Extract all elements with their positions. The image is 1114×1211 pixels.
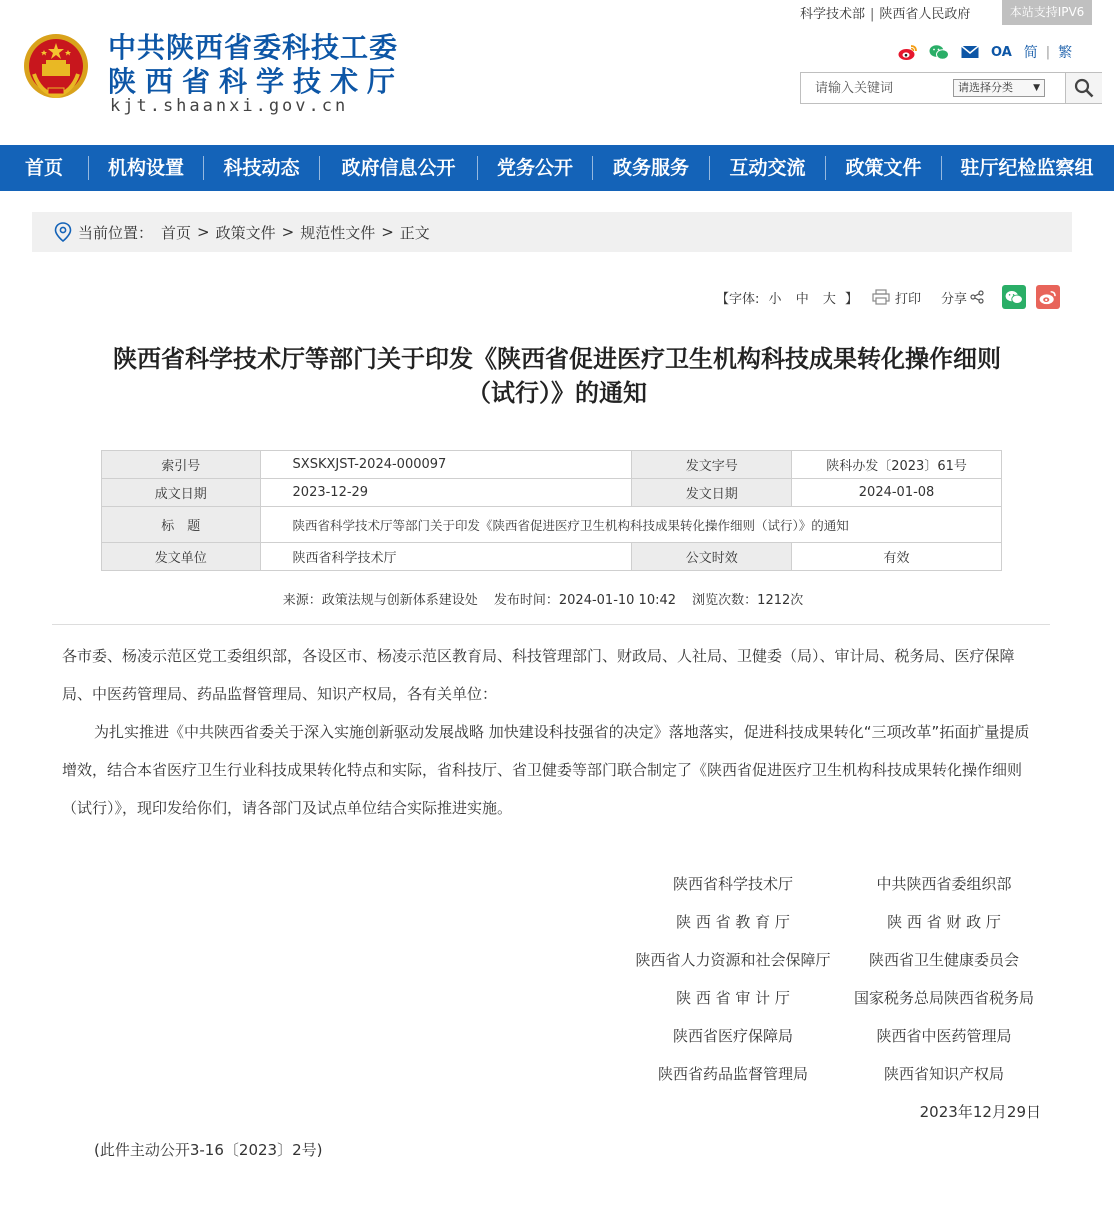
issued-date-label: 发文日期 bbox=[632, 479, 792, 507]
breadcrumb bbox=[32, 212, 1072, 252]
written-date-label: 成文日期 bbox=[102, 479, 261, 507]
oa-link[interactable]: OA bbox=[991, 44, 1012, 60]
share-weibo-button[interactable] bbox=[1036, 285, 1060, 309]
table-row bbox=[102, 543, 1002, 571]
top-link-province-gov[interactable]: 陕西省人民政府 bbox=[879, 7, 971, 22]
print-label: 打印 bbox=[895, 291, 922, 307]
article-title-line2: （试行）》的通知 bbox=[467, 379, 647, 407]
site-title-line2[interactable]: 陕西省科学技术厅 bbox=[108, 65, 405, 98]
header-share-icons bbox=[898, 42, 1072, 62]
breadcrumb-policy[interactable]: 政策文件 bbox=[215, 223, 276, 242]
signatures bbox=[620, 865, 1060, 1093]
signature-row bbox=[620, 865, 1060, 903]
signature: 陕西省知识产权局 bbox=[883, 1065, 1004, 1083]
doc-no-label: 发文字号 bbox=[632, 451, 792, 479]
view-count: 浏览次数：1212次 bbox=[692, 593, 804, 608]
breadcrumb-current: 正文 bbox=[399, 223, 430, 242]
table-row bbox=[102, 451, 1002, 479]
share-icon bbox=[970, 290, 984, 304]
site-domain: kjt.shaanxi.gov.cn bbox=[110, 96, 349, 116]
national-emblem-icon[interactable] bbox=[22, 30, 90, 102]
signature: 陕西省卫生健康委员会 bbox=[868, 951, 1019, 969]
signature-row bbox=[620, 979, 1060, 1017]
chevron-down-icon: ▼ bbox=[1033, 83, 1040, 93]
breadcrumb-separator: > bbox=[197, 223, 210, 241]
font-size-medium[interactable]: 中 bbox=[795, 291, 809, 307]
disclosure-note: (此件主动公开3-16〔2023〕2号) bbox=[94, 1141, 323, 1159]
source-department: 来源：政策法规与创新体系建设处 bbox=[282, 593, 478, 608]
font-size-small[interactable]: 小 bbox=[768, 291, 782, 307]
signature: 陕 西 省 财 政 厅 bbox=[887, 913, 1001, 931]
site-header bbox=[0, 0, 1114, 145]
source-info bbox=[0, 589, 1086, 608]
breadcrumb-separator: > bbox=[381, 223, 394, 241]
search-icon bbox=[1074, 78, 1094, 98]
nav-item-gov-services[interactable]: 政务服务 bbox=[612, 157, 689, 179]
validity-value: 有效 bbox=[792, 543, 1002, 571]
wechat-icon[interactable] bbox=[929, 43, 949, 61]
category-select[interactable] bbox=[953, 79, 1045, 97]
breadcrumb-prefix: 当前位置： bbox=[78, 223, 154, 242]
signature: 国家税务总局陕西省税务局 bbox=[853, 989, 1034, 1007]
index-label: 索引号 bbox=[102, 451, 261, 479]
signature-row bbox=[620, 903, 1060, 941]
font-size-large[interactable]: 大 bbox=[822, 291, 836, 307]
validity-label: 公文时效 bbox=[632, 543, 792, 571]
issuer-label: 发文单位 bbox=[102, 543, 261, 571]
written-date-value: 2023-12-29 bbox=[260, 479, 632, 507]
signature: 陕西省药品监督管理局 bbox=[657, 1065, 808, 1083]
signature: 陕西省中医药管理局 bbox=[876, 1027, 1012, 1045]
lang-traditional[interactable]: 繁 bbox=[1058, 45, 1073, 61]
article-title bbox=[40, 342, 1074, 410]
category-select-value: 请选择分类 bbox=[958, 81, 1013, 94]
body-paragraph-recipients: 各市委、杨凌示范区党工委组织部，各设区市、杨凌示范区教育局、科技管理部门、财政局、人社局、卫健委（局）、审计局、税务局、医疗保障局、中医药管理局、药品监督管理局、知识产权局，各有关单位： bbox=[62, 647, 1015, 703]
signature: 陕西省人力资源和社会保障厅 bbox=[635, 951, 831, 969]
breadcrumb-separator: > bbox=[281, 223, 295, 241]
nav-item-news[interactable]: 科技动态 bbox=[223, 157, 300, 179]
share-label bbox=[941, 288, 984, 307]
article-tools bbox=[716, 284, 1060, 310]
printer-icon bbox=[872, 289, 890, 305]
index-value: SXSKXJST-2024-000097 bbox=[260, 451, 632, 479]
print-button[interactable] bbox=[872, 288, 921, 307]
article-title-line1: 陕西省科学技术厅等部门关于印发《陕西省促进医疗卫生机构科技成果转化操作细则 bbox=[113, 345, 1001, 373]
issuer-value: 陕西省科学技术厅 bbox=[260, 543, 632, 571]
signature: 陕 西 省 审 计 厅 bbox=[676, 989, 790, 1007]
ipv6-badge: 本站支持IPV6 bbox=[1002, 0, 1092, 25]
nav-item-home[interactable]: 首页 bbox=[24, 157, 63, 179]
nav-item-discipline[interactable]: 驻厅纪检监察组 bbox=[960, 157, 1094, 179]
signature: 陕 西 省 教 育 厅 bbox=[676, 913, 790, 931]
issued-date-value: 2024-01-08 bbox=[792, 479, 1002, 507]
share-text: 分享 bbox=[941, 291, 968, 307]
table-row bbox=[102, 507, 1002, 543]
breadcrumb-home[interactable]: 首页 bbox=[161, 223, 192, 242]
wechat-icon bbox=[1005, 290, 1023, 305]
location-pin-icon bbox=[54, 222, 72, 242]
search-input[interactable] bbox=[805, 74, 945, 102]
weibo-icon bbox=[1039, 290, 1057, 305]
top-link-separator: | bbox=[870, 7, 875, 22]
weibo-icon[interactable] bbox=[898, 43, 918, 61]
subject-value: 陕西省科学技术厅等部门关于印发《陕西省促进医疗卫生机构科技成果转化操作细则（试行）》的通知 bbox=[260, 507, 1001, 543]
signature-row bbox=[620, 941, 1060, 979]
nav-item-interaction[interactable]: 互动交流 bbox=[729, 157, 806, 179]
search-button[interactable] bbox=[1065, 73, 1102, 103]
signature: 陕西省医疗保障局 bbox=[672, 1027, 793, 1045]
top-links bbox=[800, 3, 970, 22]
mail-icon[interactable] bbox=[960, 43, 980, 61]
signature-row bbox=[620, 1055, 1060, 1093]
publish-time: 发布时间：2024-01-10 10:42 bbox=[493, 593, 677, 608]
signature: 陕西省科学技术厅 bbox=[672, 875, 793, 893]
subject-label: 标 题 bbox=[102, 507, 261, 543]
font-size-label: 【字体: bbox=[716, 291, 760, 307]
font-size-close: 】 bbox=[845, 291, 859, 307]
document-meta-table bbox=[101, 450, 1002, 571]
main-nav bbox=[0, 145, 1114, 191]
lang-simplified[interactable]: 简 bbox=[1023, 45, 1038, 61]
search-box bbox=[800, 72, 1102, 104]
share-wechat-button[interactable] bbox=[1002, 285, 1026, 309]
font-size-controls bbox=[716, 288, 858, 307]
breadcrumb-normative[interactable]: 规范性文件 bbox=[300, 223, 376, 242]
lang-separator: | bbox=[1045, 44, 1051, 60]
document-date: 2023年12月29日 bbox=[919, 1103, 1041, 1121]
table-row bbox=[102, 479, 1002, 507]
top-link-most[interactable]: 科学技术部 bbox=[800, 7, 866, 22]
nav-item-party-affairs[interactable]: 党务公开 bbox=[496, 157, 573, 179]
nav-item-gov-info[interactable]: 政府信息公开 bbox=[341, 157, 456, 179]
body-paragraph-main: 为扎实推进《中共陕西省委关于深入实施创新驱动发展战略 加快建设科技强省的决定》落地落实，促进科技成果转化“三项改革”拓面扩量提质增效，结合本省医疗卫生行业科技成果转化特点和实际，省科技厅、省卫健委等部门联合制定了《陕西省促进医疗卫生机构科技成果转化操作细则（试行）》，现印发给你们，请各部门及试点单位结合实际推进实施。 bbox=[62, 723, 1030, 817]
site-title-line1[interactable]: 中共陕西省委科技工委 bbox=[108, 31, 399, 64]
content-divider bbox=[52, 624, 1050, 625]
doc-no-value: 陕科办发〔2023〕61号 bbox=[792, 451, 1002, 479]
signature-row bbox=[620, 1017, 1060, 1055]
nav-item-policy[interactable]: 政策文件 bbox=[845, 157, 922, 179]
signature: 中共陕西省委组织部 bbox=[876, 875, 1012, 893]
nav-item-organization[interactable]: 机构设置 bbox=[107, 157, 184, 179]
